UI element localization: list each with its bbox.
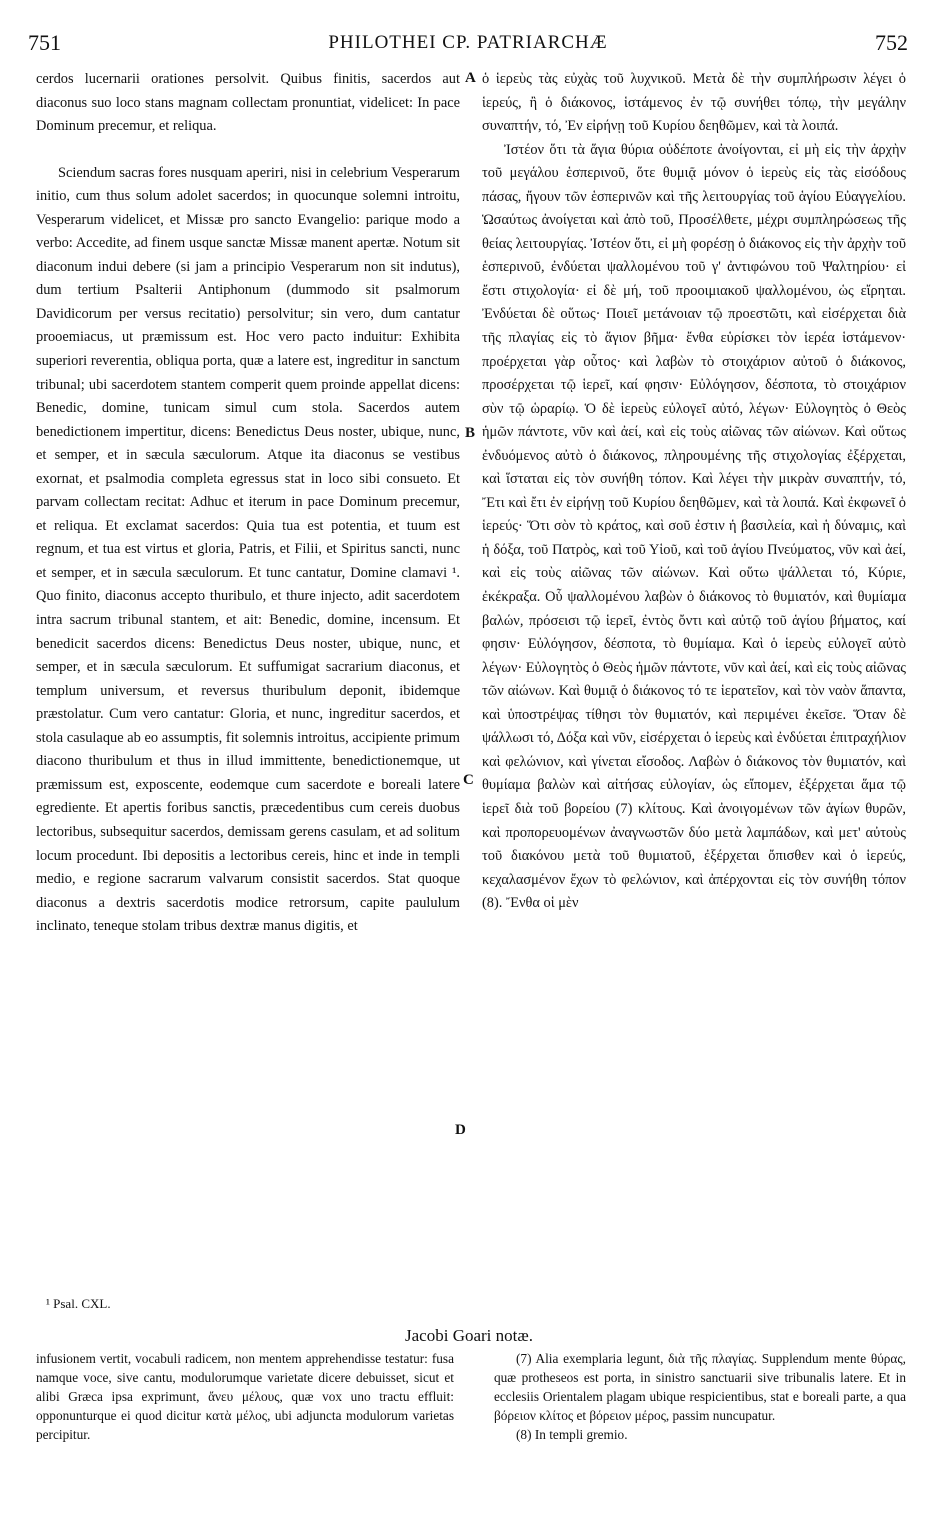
notes-right-column [494, 1350, 906, 1445]
greek-paragraph-1: ὁ ἱερεὺς τὰς εὐχὰς τοῦ λυχνικοῦ. Μετὰ δὲ τὴν συμπλήρωσιν λέγει ὁ ἱερεύς, ἢ ὁ διάκονος, ἱστάμενος ἐν τῷ συνήθει τόπῳ, τὴν μεγάλην συναπτήν, τό, Ἐν εἰρήνῃ τοῦ Κυρίου δεηθῶμεν, καὶ τὰ λοιπά. [482, 71, 906, 135]
page-number-left: 751 [28, 30, 61, 55]
note-7: (7) Alia exemplaria legunt, διὰ τῆς πλαγίας. Supplendum mente θύρας, quæ protheseos est porta, in sinistro sanctuarii sive tribunalis latere. Et in ecclesiis Orientalem plagam ubique respicientibus, stat e boreali parte, a qua βόρειον κλίτος et βόρειον μέρος, passim nuncupatur. [494, 1351, 906, 1423]
running-title: PHILOTHEI CP. PATRIARCHÆ [328, 32, 608, 53]
latin-paragraph-1: cerdos lucernarii orationes persolvit. Quibus finitis, sacerdos aut diaconus suo loco stans magnam collectam pronuntiat, videlicet: In pace Dominum precemur, et reliqua. [36, 71, 460, 135]
notes-heading: Jacobi Goari notæ. [405, 1326, 533, 1345]
latin-paragraph-2: Sciendum sacras fores nusquam aperiri, nisi in celebrium Vesperarum initio, cum thus solum adolet sacerdos; in quocunque solemni introitu, Vesperarum videlicet, et Missæ pro sancto Evangelio: parique modo a verbo: Accedite, ad finem usque sanctæ Missæ manent apertæ. Notum sit diaconum indui debere (si jam a principio Vesperarum non sit indutus), dum tertium Psalterii Antiphonum (dummodo sit psalmorum Davidicorum per versus recitatio) persolvitur; sin vero, dum cantatur prooemiacus, ut præmissum est. Hoc vero pacto induitur: Exhibita superiori reverentia, obliqua porta, quæ a latere est, ingreditur in sanctum tribunal; ubi sacerdotem stantem comperit quem proinde appellat dicens: Benedic, domine, tunicam simul cum stola. Sacerdos autem benedictionem impertitur, dicens: Benedictus Deus noster, ubique, nunc, et semper, et in sæcula sæculorum. Atque ita diaconus se vestibus exornat, et psalmodia completa egressus stat in loco sibi consueto. Et parvam collectam recitat: Adhuc et iterum in pace Dominum precemur, et reliqua. Et exclamat sacerdos: Quia tua est potentia, et tuum est regnum, et tua est virtus et gloria, Patris, et Filii, et Spiritus sancti, nunc et semper, et in sæcula sæculorum. Et tunc cantatur, Domine clamavi ¹. Quo finito, diaconus accepto thuribulo, et thure injecto, adit sacerdotem intra sacrum tribunal stantem, et ait: Benedic, domine, incensum. Et benedicit sacerdos dicens: Benedictus Deus noster, ubique, nunc, et semper, et in sæcula sæculorum. Et suffumigat sacrarium diaconus, et templum universum, et reversus thuribulum deponit, ibidemque præstolatur. Cum vero cantatur: Gloria, et nunc, ingreditur sacerdos, et stola casulaque ab eo assumptis, fit solemnis introitus, accipiente primum diacono thuribulum et thus in illud immittente, benedictionemque, ut præmissum est, exposcente, eodemque cum sacerdote e boreali latere egrediente. Et apertis foribus sanctis, præcedentibus cum cereis duobus lectoribus, subsequitur sacerdos, demissam gerens casulam, et ad solitum locum procedunt. Ibi depositis a lectoribus cereis, hinc et inde in templi medio, e regione sacrarum valvarum consistit sacerdos. Stat quoque diaconus a dextris sacerdotis modice retrorsum, capite paululum inclinato, teneque stolam tribus dextræ manus digitis, et [36, 164, 460, 935]
margin-letter-d: D [455, 1122, 466, 1138]
margin-letter-a: A [465, 70, 476, 86]
notes-left-column [36, 1350, 454, 1445]
latin-column [36, 68, 460, 939]
greek-paragraph-2: Ἰστέον ὅτι τὰ ἅγια θύρια οὐδέποτε ἀνοίγονται, εἰ μὴ εἰς τὴν ἀρχὴν τοῦ μεγάλου ἑσπερινοῦ, ὅτε θυμιᾷ μόνον ὁ ἱερεὺς εἰς τὰς εἰσόδους πάσας, ἤγουν τῶν ἑσπερινῶν καὶ τῆς λειτουργίας τοῦ ἁγίου Εὐαγγελίου. Ὡσαύτως ἀνοίγεται καὶ ἀπὸ τοῦ, Προσέλθετε, μέχρι συμπληρώσεως τῆς θείας λειτουργίας. Ἰστέον ὅτι, εἰ μὴ φορέσῃ ὁ διάκονος εἰς τὴν ἀρχὴν τοῦ ἑσπερινοῦ, ἐνδύεται ψαλλομένου τοῦ γ' ἀντιφώνου τοῦ Ψαλτηρίου· εἰ ἔστι στιχολογία· εἰ δὲ μή, τοῦ προοιμιακοῦ ψαλλομένου, ὡς εἴρηται. Ἐνδύεται δὲ οὕτως· Ποιεῖ μετάνοιαν τῷ προεστῶτι, καὶ εἰσέρχεται διὰ τῆς πλαγίας εἰς τὸ ἅγιον βῆμα· ἔνθα εὑρίσκει τὸν ἱερέα ἱστάμενον· προέρχεται γὰρ οὗτος· καὶ λαβὼν τὸ στοιχάριον αὐτοῦ ὁ διάκονος, προσέρχεται τῷ ἱερεῖ, καί φησιν· Εὐλόγησον, δέσποτα, τὸ στοιχάριον σὺν τῷ ὡραρίῳ. Ὁ δὲ ἱερεὺς εὐλογεῖ αὐτό, λέγων· Εὐλογητὸς ὁ Θεὸς ἡμῶν πάντοτε, νῦν καὶ ἀεί, καὶ εἰς τοὺς αἰῶνας τῶν αἰώνων. Καὶ οὕτως ἐνδυόμενος αὐτὸ ὁ διάκονος, πληρουμένης τῆς στιχολογίας ἐξέρχεται, καὶ ἵσταται εἰς τὸν συνήθη τόπον. Καὶ λέγει τὴν μικρὰν συναπτήν, τό, Ἔτι καὶ ἔτι ἐν εἰρήνῃ τοῦ Κυρίου δεηθῶμεν, καὶ τὰ λοιπά. Καὶ ἐκφωνεῖ ὁ ἱερεύς· Ὅτι σὸν τὸ κράτος, καὶ σοῦ ἐστιν ἡ βασιλεία, καὶ ἡ δύναμις, καὶ ἡ δόξα, τοῦ Πατρὸς, καὶ τοῦ Υἱοῦ, καὶ τοῦ ἁγίου Πνεύματος, νῦν καὶ ἀεί, καὶ εἰς τοὺς αἰῶνας τῶν αἰώνων. Καὶ οὕτω ψάλλεται τό, Κύριε, ἐκέκραξα. Οὗ ψαλλομένου λαβὼν ὁ διάκονος τὸ θυμιατόν, καὶ θυμίαμα βαλών, πρόσεισι τῷ ἱερεῖ, ἐντὸς ὄντι καὶ αὐτῷ τοῦ ἁγίου βήματος, καί φησιν· Εὐλόγησον, δέσποτα, τὸ θυμίαμα. Καὶ ὁ ἱερεὺς εὐλογεῖ αὐτὸ λέγων· Εὐλογητὸς ὁ Θεὸς ἡμῶν πάντοτε, νῦν καὶ ἀεί, καὶ εἰς τοὺς αἰῶνας τῶν αἰώνων. Καὶ θυμιᾷ ὁ διάκονος τό τε ἱερατεῖον, καὶ τὸν ναὸν ἅπαντα, καὶ ὑποστρέψας τίθησι τὸν θυμιατόν, καὶ περιμένει ἐκεῖσε. Ὅταν δὲ ψάλλωσι τό, Δόξα καὶ νῦν, εἰσέρχεται ὁ ἱερεὺς καὶ ἐνδύεται ἐπιτραχήλιον καὶ φελώνιον, καὶ γίνεται εἴσοδος. Λαβὼν ὁ διάκονος τὸν θυμιατόν, καὶ θυμίαμα βαλὼν καὶ αἰτήσας εὐλογίαν, ὡς εἴπομεν, ἐξέρχεται ἅμα τῷ ἱερεῖ διὰ τοῦ βορείου (7) κλίτους. Καὶ ἀνοιγομένων τῶν ἁγίων θυρῶν, καὶ προπορευομένων ἀναγνωστῶν δύο μετὰ λαμπάδων, καὶ μετ' αὐτοὺς τοῦ διακόνου μετὰ τοῦ θυμιατοῦ, ἐξέρχεται ὄπισθεν καὶ ὁ ἱερεύς, κεχαλασμένον ἔχων τὸ φελώνιον, καὶ ἀπέρχονται εἰς τὸν συνήθη τόπον (8). Ἔνθα οἱ μὲν [482, 141, 906, 912]
greek-column [482, 68, 906, 916]
margin-letter-c: C [463, 772, 474, 788]
page-number-right: 752 [875, 30, 908, 55]
note-continuation: infusionem vertit, vocabuli radicem, non mentem apprehendisse testatur: fusa namque voce, sive cantu, modulorumque varietate dicere debuisset, sicut et alibi Græca ipsa exprimunt, ἄνευ μέλους, quæ vox uno tractu effluit: opponunturque ei quod dicitur κατὰ μέλος, ubi adjuncta modulorum varietas percipitur. [36, 1351, 454, 1442]
margin-letter-b: B [465, 425, 476, 441]
note-8: (8) In templi gremio. [516, 1426, 628, 1442]
footnote: ¹ Psal. CXL. [46, 1296, 111, 1311]
page-header [28, 30, 908, 62]
